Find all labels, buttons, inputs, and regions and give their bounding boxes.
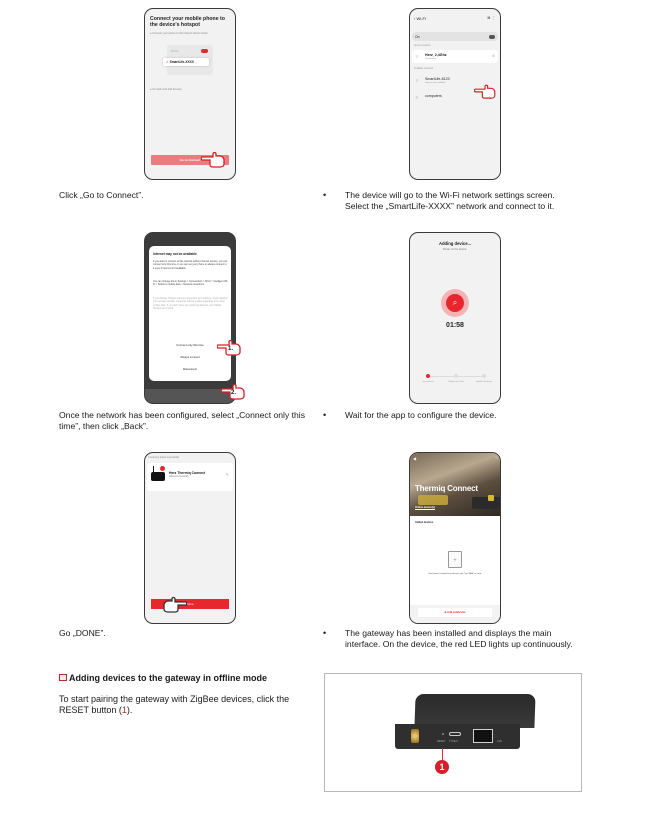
countdown-timer: 01:58 <box>446 322 464 329</box>
sofa <box>472 497 500 509</box>
step-caption: Click „Go to Connect”. <box>59 190 144 200</box>
dialog-paragraph: If you want to connect to this network without Internet access, you can connect only this time or you can set your phone to always connect to it even if Internet isn't available. <box>153 260 228 270</box>
wifi-on-row[interactable]: On <box>412 32 498 41</box>
gateway-title: Thermiq Connect <box>415 484 478 493</box>
chairs <box>418 495 448 505</box>
gateway-image-frame <box>324 673 582 792</box>
device-status: Added successfully <box>169 476 189 478</box>
step-caption: Once the network has been configured, select „Connect only this time”, then click „Back”. <box>59 410 306 431</box>
reset-reference: 1 <box>121 704 127 715</box>
antenna-connector <box>411 729 419 743</box>
search-icon: ⌕ <box>446 294 464 312</box>
back-arrow-icon[interactable]: ◀ <box>413 456 417 461</box>
go-to-connect-button[interactable]: Go to Connect <box>151 155 229 165</box>
screen-title: Adding device... <box>438 241 472 246</box>
gear-icon[interactable]: ⚙ <box>491 54 495 58</box>
network-row[interactable]: ⌔ SmartLife-8123 Internet not available <box>415 77 450 84</box>
wifi-toggle[interactable] <box>489 35 495 39</box>
internet-dialog <box>149 246 234 381</box>
progress-step-label: Register on Cloud <box>448 381 464 383</box>
step-caption: The device will go to the Wi-Fi network settings screen. Select the „SmartLife-XXXX” network and connect to it. <box>345 190 555 211</box>
bullet: • <box>323 628 327 638</box>
added-caption: 1 device(s) added successfully <box>148 457 180 459</box>
wifi-icon: ⌔ <box>415 78 419 83</box>
plus-icon: ⊕ <box>444 611 448 614</box>
usb-c-port <box>449 732 461 736</box>
progress-step-label: Initialize the device <box>476 381 492 383</box>
wlan-toggle[interactable] <box>201 49 208 53</box>
step-caption: Wait for the app to configure the device. <box>345 410 497 420</box>
check-icon: ✓ <box>166 60 170 64</box>
pointing-hand-icon <box>474 83 496 99</box>
disconnect-option[interactable]: Disconnect <box>183 367 197 371</box>
room-hero-image <box>410 453 501 516</box>
phone-screen-internet-dialog <box>144 232 236 404</box>
back-chevron-icon[interactable]: ‹ <box>414 16 417 21</box>
bullet: • <box>323 190 327 200</box>
marker-2: 2. <box>231 390 237 396</box>
wlan-label: WLAN <box>171 50 179 53</box>
current-network-label: Current network <box>414 45 431 47</box>
lan-port <box>473 729 493 743</box>
dialog-paragraph: You can change this in Settings > Connections > Wi-Fi > Intelligent Wi-Fi > Switch to mobile data > Network exceptions. <box>153 280 228 287</box>
back-hint: ● Go back and add devices. <box>150 88 183 91</box>
bottom-bar <box>410 605 501 624</box>
reset-button-hole <box>442 733 444 735</box>
done-button[interactable]: Done <box>151 599 229 609</box>
device-card[interactable] <box>147 463 233 491</box>
gateway-top <box>414 694 535 728</box>
selected-network[interactable]: ✓ SmartLife-XXXX <box>163 58 209 66</box>
envelope-icon <box>59 674 67 681</box>
section-body: To start pairing the gateway with ZigBee devices, click the RESET button (1). <box>59 694 290 715</box>
bullet: • <box>323 410 327 420</box>
progress-step-dot <box>426 374 430 378</box>
wifi-header: ‹ Wi-Fi <box>414 16 426 21</box>
gateway-device-icon <box>151 472 165 481</box>
added-devices-label: Added devices <box>415 521 434 524</box>
status-badge <box>160 466 165 471</box>
online-status[interactable]: Online device(s) <box>415 506 436 509</box>
reset-label: RESET <box>437 740 446 743</box>
phone-screen-go-to-connect <box>144 8 236 180</box>
wifi-icon: ⌔ <box>415 54 419 59</box>
pillow <box>488 495 494 501</box>
screen-subtitle: Power on the device. <box>442 248 468 251</box>
edit-icon[interactable]: ✎ <box>495 456 498 460</box>
dialog-title: Internet may not be available <box>153 252 197 256</box>
pointing-hand-icon <box>163 595 187 613</box>
pointing-hand-icon <box>201 150 225 168</box>
add-document-icon: + <box>448 551 462 568</box>
progress-step-label: Scan devices <box>422 381 434 383</box>
add-subdevice-button[interactable]: ⊕ Add subdevice <box>418 608 492 617</box>
screen-title: Connect your mobile phone to the device's hotspot <box>150 16 225 28</box>
marker-1: 1. <box>228 346 234 352</box>
device-name: Herz Thermiq Connect <box>169 471 206 475</box>
lan-label: LAN <box>497 740 502 743</box>
progress-step-dot <box>482 374 486 378</box>
step-caption: The gateway has been installed and displays the main interface. On the device, the red LED lights up continuously. <box>345 628 573 649</box>
network-row[interactable]: ⌔ computers <box>415 94 442 100</box>
empty-state-text: You haven't created any devices yet. Tap "Add" to start. <box>428 573 482 575</box>
current-network-row[interactable]: ⌔ Herz_2,4Ghz Connected ⚙ <box>412 50 498 63</box>
always-connect-option[interactable]: Always connect <box>180 355 200 359</box>
screen-hint: ● Connect your phone to the hotspot shown below <box>150 32 208 35</box>
phone-screen-adding-device <box>409 232 501 404</box>
available-networks-label: Available networks <box>414 68 434 70</box>
callout-badge: 1 <box>435 760 449 774</box>
phone-screen-wifi-settings <box>409 8 501 180</box>
header-icons[interactable]: ⌘ ⋮ <box>487 16 495 20</box>
dialog-paragraph: If your Mobile Hotspot internet connection isn't working, check whether your service provider measures tethering data separately from other mobile data. If you don't have any tethering data left, your Mobile Hotspot won't work. <box>153 297 228 311</box>
phone-screen-main-interface <box>409 452 501 624</box>
phone-screen-device-added <box>144 452 236 624</box>
wifi-icon: ⌔ <box>415 95 419 100</box>
section-heading: Adding devices to the gateway in offline mode <box>59 673 267 683</box>
connect-only-this-time-option[interactable]: Connect only this time <box>176 343 204 347</box>
usb-label: TYPE-C <box>449 740 459 743</box>
step-caption: Go „DONE”. <box>59 628 106 638</box>
progress-step-dot <box>454 374 458 378</box>
edit-icon[interactable]: ✎ <box>225 472 229 477</box>
